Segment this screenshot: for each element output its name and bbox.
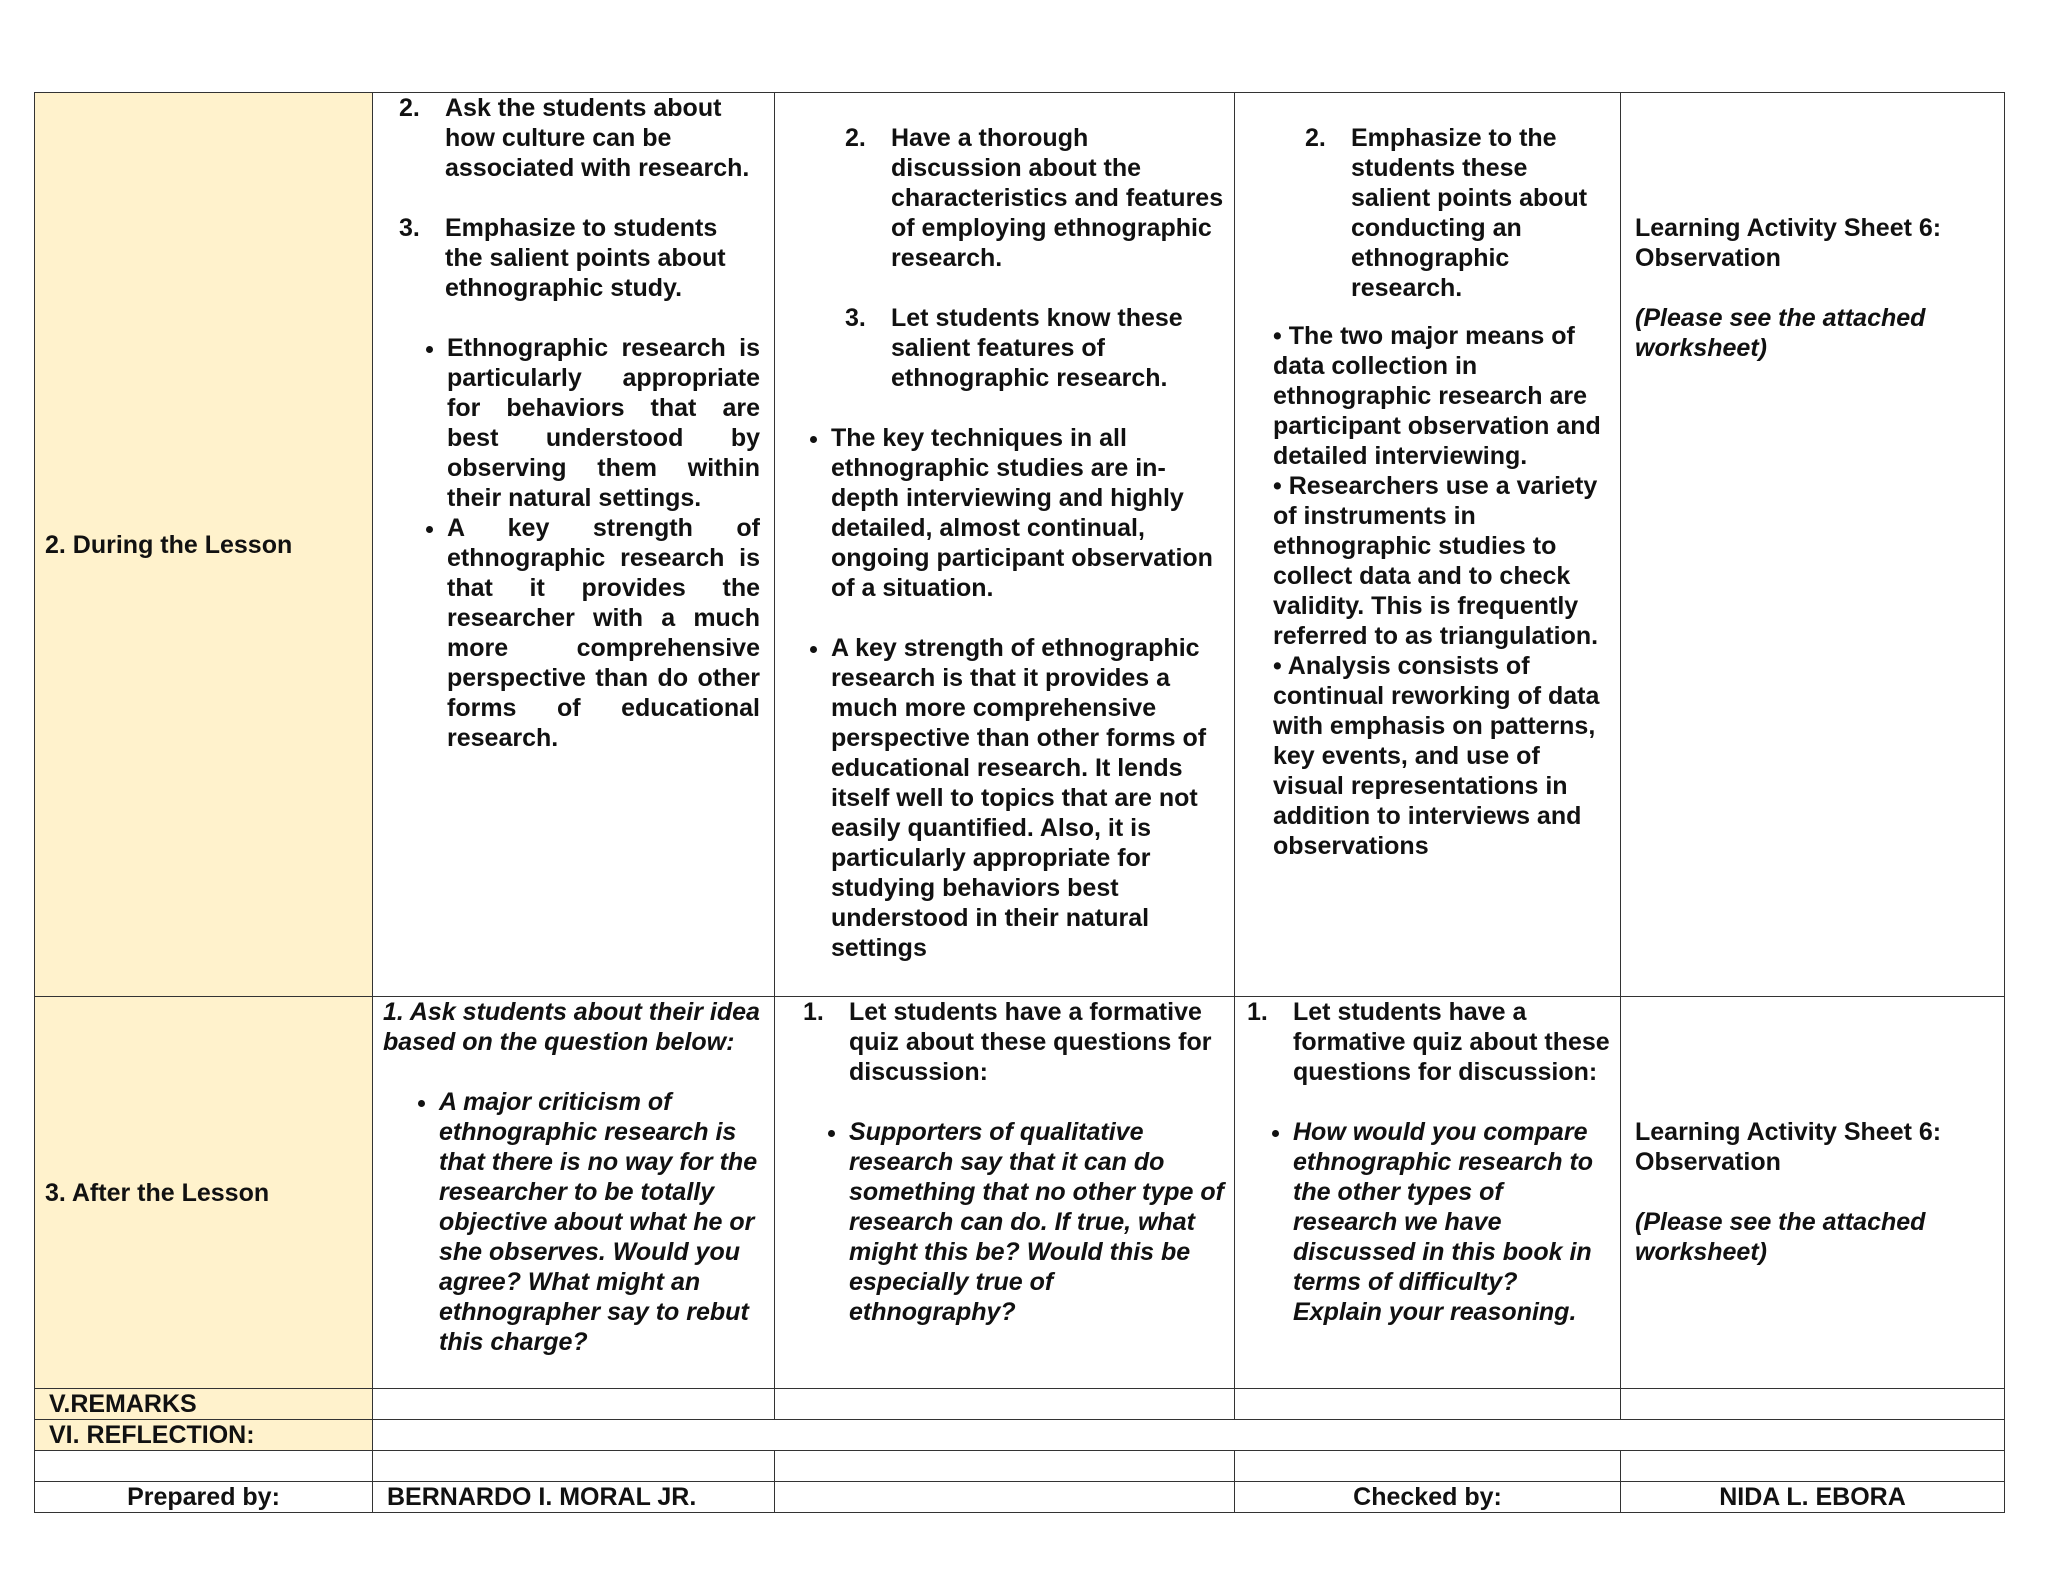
list-item: • A major criticism of ethnographic research is that there is no way for the researcher to be totally objective about what he or she observes. Would you agree? What might an ethnographer say to rebut this charge? — [439, 1087, 764, 1357]
after-col1 — [373, 997, 775, 1389]
step-text: Let students know these salient features of ethnographic research. — [891, 304, 1183, 392]
blank-cell — [1621, 1451, 2005, 1482]
list-item — [1305, 123, 1610, 303]
during-label-text: 2. During the Lesson — [45, 530, 293, 559]
during-col3 — [1235, 93, 1621, 997]
step-number: 3. — [845, 304, 866, 332]
step-number: 3. — [399, 214, 420, 242]
prepared-by-name-text: BERNARDO I. MORAL JR. — [387, 1483, 697, 1511]
checked-by-label — [1235, 1482, 1621, 1513]
row-label-reflection — [35, 1420, 373, 1451]
list-item: • The key techniques in all ethnographic studies are in-depth interviewing and highly detailed, almost continual, ongoing participant observation of a situation. — [831, 423, 1224, 603]
step-number: 2. — [399, 94, 420, 122]
during-col1 — [373, 93, 775, 997]
list-item: • The two major means of data collection in ethnographic research are participant observation and detailed interviewing. — [1273, 322, 1601, 470]
row-label-remarks — [35, 1389, 373, 1420]
list-item: • A key strength of ethnographic research is that it provides the researcher with a much more comprehensive perspective than do other forms of educational research. — [447, 513, 760, 753]
blank-cell — [1235, 1451, 1621, 1482]
list-item — [845, 123, 1224, 273]
step-text: Let students have a formative quiz about these questions for discussion: — [849, 998, 1212, 1086]
remarks-cell — [1235, 1389, 1621, 1420]
during-col2 — [775, 93, 1235, 997]
step-text: Let students have a formative quiz about these questions for discussion: — [1293, 998, 1610, 1086]
reflection-label-text: VI. REFLECTION: — [49, 1421, 255, 1449]
after-col2 — [775, 997, 1235, 1389]
during-col4 — [1621, 93, 2005, 997]
list-item: • A key strength of ethnographic research is that it provides a much more comprehensive perspective than other forms of educational research. It lends itself well to topics that are not easily quantified. Also, it is particularly appropriate for studying behaviors best understood in their natural settings — [831, 633, 1224, 963]
list-item — [399, 93, 760, 183]
blank-cell — [35, 1451, 373, 1482]
list-item: • Analysis consists of continual reworking of data with emphasis on patterns, key events, and use of visual representations in addition to interviews and observations — [1273, 652, 1600, 860]
row-remarks — [35, 1389, 2005, 1420]
step-text: Emphasize to students the salient points about ethnographic study. — [445, 214, 726, 302]
remarks-label-text: V.REMARKS — [49, 1390, 197, 1418]
row-signatures — [35, 1482, 2005, 1513]
list-item — [1247, 997, 1610, 1087]
checked-by-name-text: NIDA L. EBORA — [1719, 1483, 1906, 1511]
blank-cell — [373, 1451, 775, 1482]
list-item: • Researchers use a variety of instruments in ethnographic studies to collect data and to check validity. This is frequently referred to as triangulation. — [1273, 472, 1599, 650]
row-label-after — [35, 997, 373, 1389]
list-item — [399, 213, 760, 303]
step-text: Emphasize to the students these salient points about conducting an ethnographic research. — [1351, 124, 1588, 302]
after-intro: 1. Ask students about their idea based on the question below: — [383, 998, 760, 1056]
signature-blank-cell — [775, 1482, 1235, 1513]
after-col3 — [1235, 997, 1621, 1389]
list-item: • How would you compare ethnographic research to the other types of research we have discussed in this book in terms of difficulty? Explain your reasoning. — [1293, 1117, 1610, 1327]
step-text: Have a thorough discussion about the characteristics and features of employing ethnographic research. — [891, 124, 1224, 272]
prepared-by-label-text: Prepared by: — [127, 1483, 280, 1511]
checked-by-name — [1621, 1482, 2005, 1513]
activity-sheet-title: Learning Activity Sheet 6: Observation — [1635, 214, 1942, 272]
list-item: • Ethnographic research is particularly appropriate for behaviors that are best understood by observing them within their natural settings. — [447, 333, 760, 513]
activity-sheet-note: (Please see the attached worksheet) — [1635, 304, 1926, 362]
step-text: Ask the students about how culture can be associated with research. — [445, 94, 750, 182]
row-label-during — [35, 93, 373, 997]
list-item — [803, 997, 1224, 1087]
step-number: 1. — [1247, 998, 1268, 1026]
blank-cell — [775, 1451, 1235, 1482]
row-after-lesson — [35, 997, 2005, 1389]
prepared-by-label — [35, 1482, 373, 1513]
list-item: • Supporters of qualitative research say that it can do something that no other type of research can do. If true, what might this be? Would this be especially true of ethnography? — [849, 1117, 1224, 1327]
remarks-cell — [373, 1389, 775, 1420]
step-number: 2. — [845, 124, 866, 152]
reflection-cell — [373, 1420, 2005, 1451]
remarks-cell — [775, 1389, 1235, 1420]
after-label-text: 3. After the Lesson — [45, 1178, 270, 1207]
row-during-lesson — [35, 93, 2005, 997]
row-reflection — [35, 1420, 2005, 1451]
list-item — [845, 303, 1224, 393]
prepared-by-name — [373, 1482, 775, 1513]
remarks-cell — [1621, 1389, 2005, 1420]
after-col4 — [1621, 997, 2005, 1389]
activity-sheet-note: (Please see the attached worksheet) — [1635, 1208, 1926, 1266]
row-blank — [35, 1451, 2005, 1482]
step-number: 2. — [1305, 124, 1326, 152]
step-number: 1. — [803, 998, 824, 1026]
lesson-plan-table — [34, 92, 2005, 1513]
checked-by-label-text: Checked by: — [1353, 1483, 1502, 1511]
activity-sheet-title: Learning Activity Sheet 6: Observation — [1635, 1118, 1942, 1176]
